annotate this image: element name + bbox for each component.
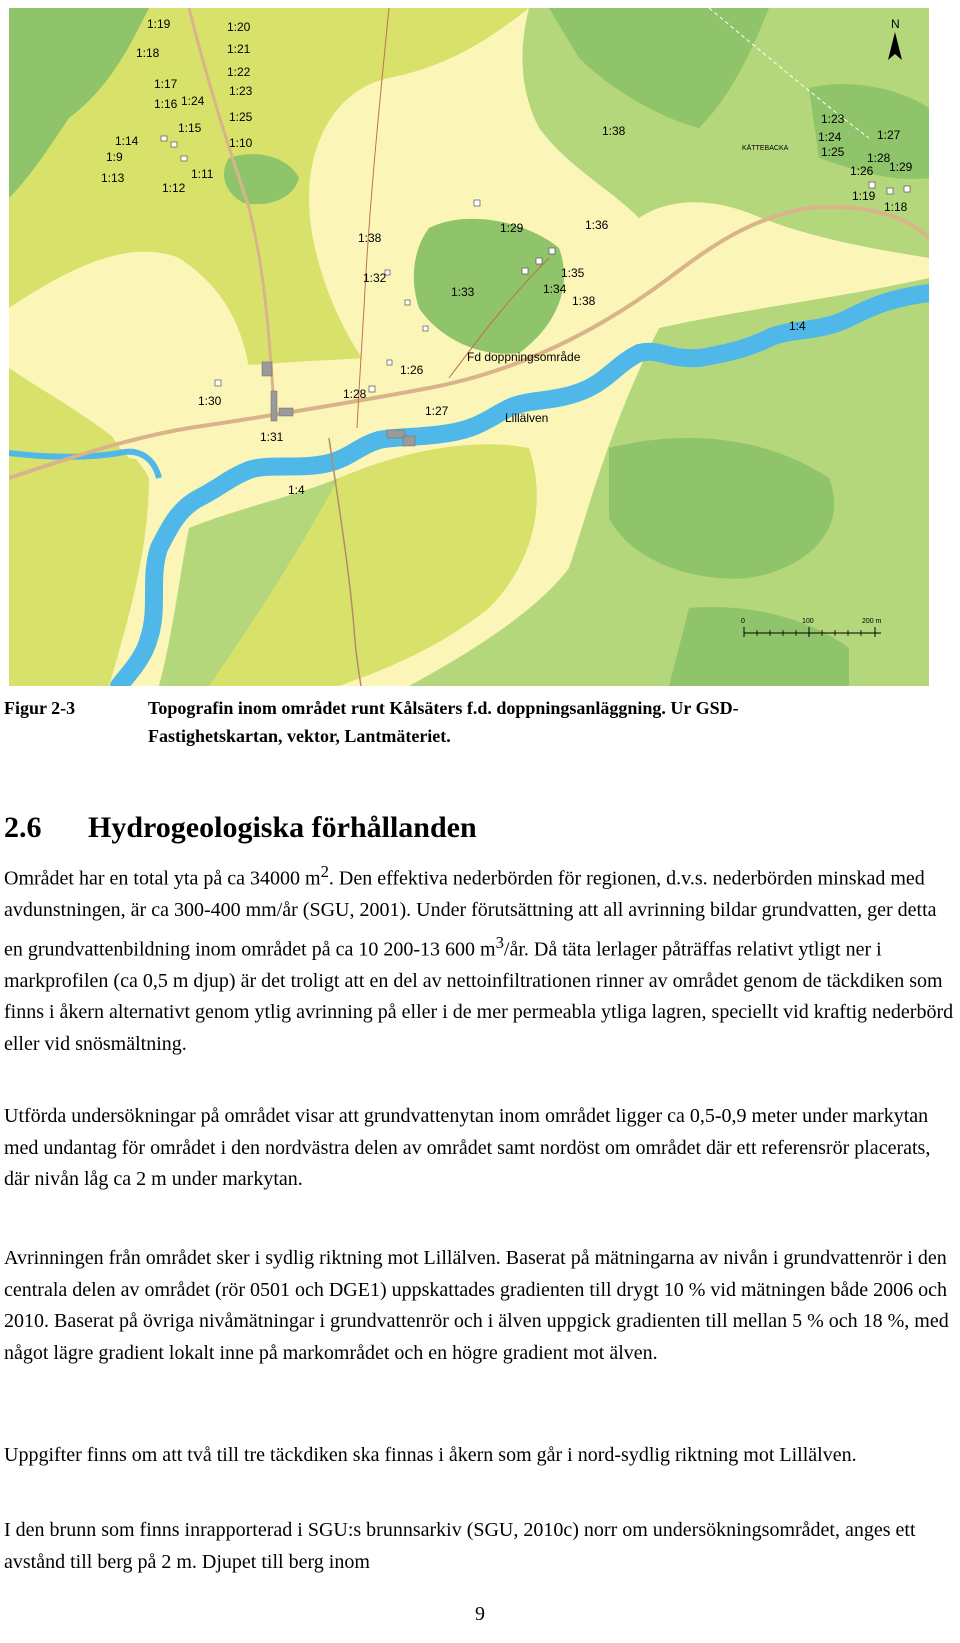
hamlet-label: KÄTTEBACKA bbox=[742, 145, 789, 152]
parcel-label: 1:21 bbox=[227, 42, 251, 56]
parcel-label: 1:38 bbox=[572, 294, 596, 308]
parcel-label: 1:36 bbox=[585, 218, 609, 232]
parcel-label: 1:23 bbox=[229, 84, 253, 98]
parcel-label: 1:22 bbox=[227, 65, 251, 79]
parcel-label: 1:33 bbox=[451, 285, 475, 299]
section-number: 2.6 bbox=[4, 811, 42, 844]
parcel-label: 1:15 bbox=[178, 121, 202, 135]
parcel-label: 1:32 bbox=[363, 271, 387, 285]
parcel-label: 1:23 bbox=[821, 112, 845, 126]
paragraph: Uppgifter finns om att två till tre täckdiken ska finnas i åkern som går i nord-sydlig riktning mot Lillälven. bbox=[4, 1444, 857, 1466]
parcel-label: 1:20 bbox=[227, 20, 251, 34]
parcel-label: 1:12 bbox=[162, 181, 186, 195]
parcel-label: 1:35 bbox=[561, 266, 585, 280]
parcel-label: 1:26 bbox=[850, 164, 874, 178]
parcel-label: 1:16 bbox=[154, 97, 178, 111]
page-number: 9 bbox=[475, 1603, 485, 1625]
scale-tick-label: 100 bbox=[802, 618, 814, 625]
parcel-label: 1:18 bbox=[136, 46, 160, 60]
scale-tick-label: 200 m bbox=[862, 618, 882, 625]
parcel-label: 1:24 bbox=[818, 130, 842, 144]
paragraph: Avrinningen från området sker i sydlig riktning mot Lillälven. Baserat på mätningarna av nivån i grundvattenrör i den centrala delen av området (rör 0501 och DGE1) uppskattades gradienten till drygt 10 % vid mätningen både 2006 och 2010. Baserat på övriga nivåmätningar i grundvattenrör och i älven uppgick gradienten till mellan 5 % och 18 %, med något lägre gradient lokalt inne på markområdet och en högre gradient mot älven. bbox=[4, 1247, 949, 1364]
parcel-label: 1:27 bbox=[877, 128, 901, 142]
paragraph: Området har en total yta på ca 34000 $m^2$. Den effektiva nederbörden för regionen, d.v.s. nederbörden minskad med avdunstningen, är ca 300-400 mm/år (SGU, 2001). Under förutsättning att all avrinning bildar grundvatten, ger detta en grundvattenbildning inom området på ca 10 200-13 600 $m^3/år$. Då täta lerlager påträffas relativt ytligt ner i markprofilen (ca 0,5 m djup) är det troligt att en del av nettoinfiltrationen rinner av området genom de täckdiken som finns i åkern alternativt genom ytlig avrinning på eller i de mer permeabla ytliga lagren, speciellt vid kraftig nederbörd eller vid snösmältning. bbox=[4, 862, 954, 1055]
parcel-label: 1:31 bbox=[260, 430, 284, 444]
parcel-label: 1:34 bbox=[543, 282, 567, 296]
parcel-label: 1:13 bbox=[101, 171, 125, 185]
parcel-label: 1:26 bbox=[400, 363, 424, 377]
parcel-label: 1:4 bbox=[288, 483, 305, 497]
parcel-label: 1:28 bbox=[343, 387, 367, 401]
figure-caption-text bbox=[148, 694, 908, 750]
parcel-label: 1:38 bbox=[602, 124, 626, 138]
paragraph: I den brunn som finns inrapporterad i SGU:s brunnsarkiv (SGU, 2010c) norr om undersökningsområdet, anges ett avstånd till berg på 2 m. Djupet till berg inom bbox=[4, 1519, 916, 1573]
parcel-label: 1:19 bbox=[147, 17, 171, 31]
caption-line: Topografin inom området runt Kålsäters f.d. doppningsanläggning. Ur GSD- bbox=[148, 698, 739, 718]
parcel-label: 1:19 bbox=[852, 189, 876, 203]
parcel-label: 1:25 bbox=[821, 145, 845, 159]
parcel-label: 1:29 bbox=[500, 221, 524, 235]
caption-line: Fastighetskartan, vektor, Lantmäteriet. bbox=[148, 726, 451, 746]
svg-text:N: N bbox=[891, 17, 900, 31]
section-title: Hydrogeologiska förhållanden bbox=[88, 811, 477, 844]
parcel-label: 1:38 bbox=[358, 231, 382, 245]
parcel-label: 1:28 bbox=[867, 151, 891, 165]
river-label: Lillälven bbox=[505, 411, 549, 425]
parcel-label: 1:27 bbox=[425, 404, 449, 418]
parcel-label: 1:24 bbox=[181, 94, 205, 108]
topographic-map bbox=[9, 8, 929, 686]
parcel-label: 1:17 bbox=[154, 77, 178, 91]
parcel-label: 1:10 bbox=[229, 136, 253, 150]
parcel-label: 1:4 bbox=[789, 319, 806, 333]
parcel-label: 1:30 bbox=[198, 394, 222, 408]
parcel-label: 1:14 bbox=[115, 134, 139, 148]
paragraph: Utförda undersökningar på området visar att grundvattenytan inom området ligger ca 0,5-0,9 meter under markytan med undantag för området i den nordvästra delen av området samt nordöst om området där ett referensrör placerats, där nivån låg ca 2 m under markytan. bbox=[4, 1105, 931, 1190]
former-site-label: Fd doppningsområde bbox=[467, 350, 581, 364]
parcel-label: 1:29 bbox=[889, 160, 913, 174]
parcel-label: 1:9 bbox=[106, 150, 123, 164]
figure-number: Figur 2-3 bbox=[4, 698, 76, 718]
parcel-label: 1:25 bbox=[229, 110, 253, 124]
parcel-label: 1:18 bbox=[884, 200, 908, 214]
scale-tick-label: 0 bbox=[741, 618, 745, 625]
parcel-label: 1:11 bbox=[191, 167, 214, 181]
section-heading bbox=[4, 808, 477, 848]
